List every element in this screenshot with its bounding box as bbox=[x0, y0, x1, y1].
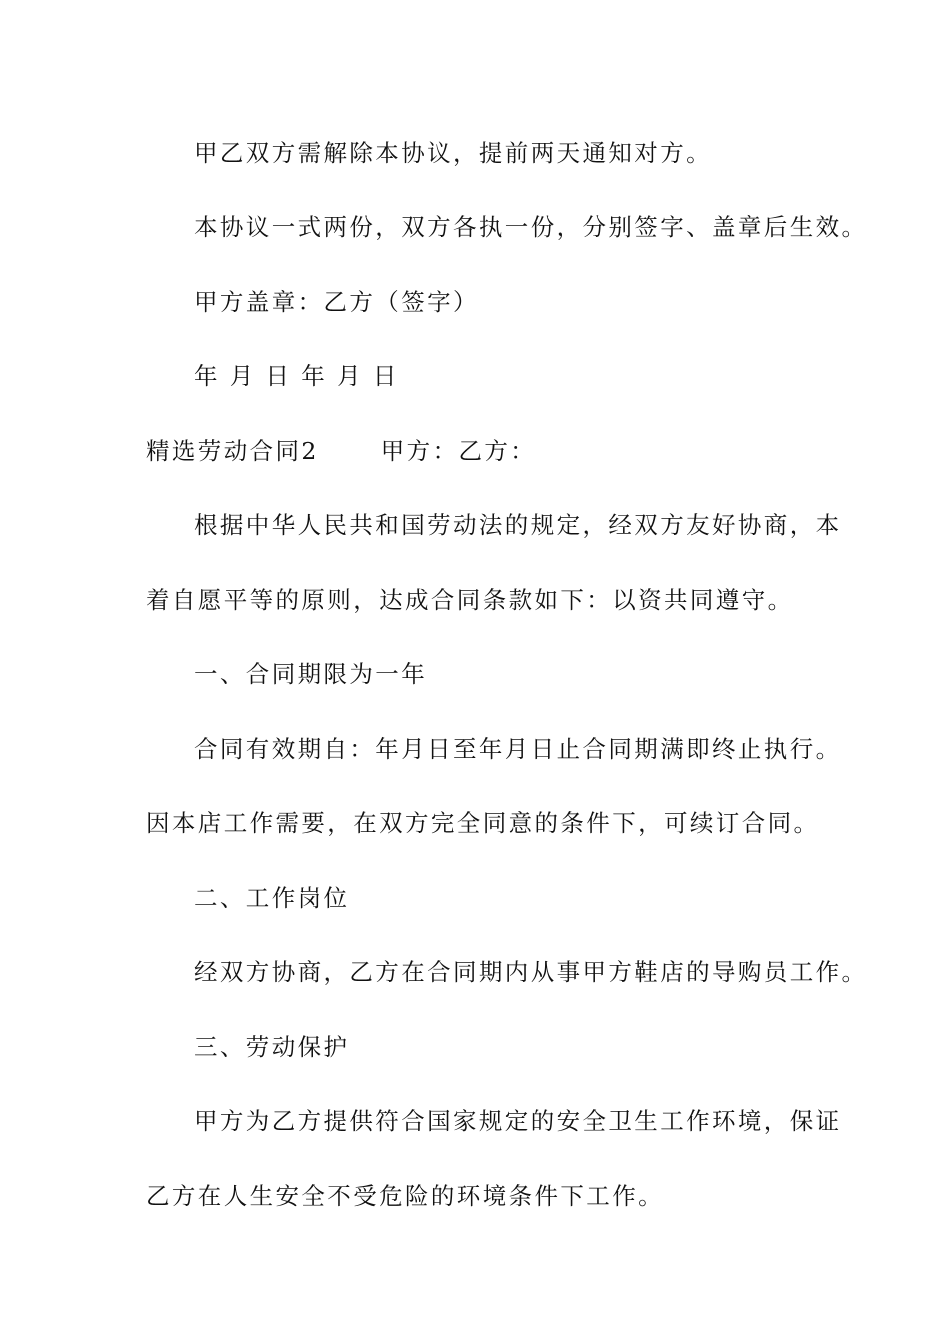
section-heading-position: 二、工作岗位 bbox=[194, 884, 350, 912]
signature-line: 甲方盖章：乙方（签字） bbox=[194, 288, 479, 316]
section-heading-term: 一、合同期限为一年 bbox=[194, 660, 428, 688]
paragraph-intro-line-1: 根据中华人民共和国劳动法的规定，经双方友好协商，本 bbox=[194, 511, 842, 539]
section-heading-protection: 三、劳动保护 bbox=[194, 1033, 350, 1061]
date-line: 年 月 日 年 月 日 bbox=[194, 362, 399, 390]
contract-title: 精选劳动合同2 bbox=[146, 437, 319, 465]
paragraph-intro-line-2: 着自愿平等的原则，达成合同条款如下：以资共同遵守。 bbox=[146, 586, 794, 614]
paragraph-protection-line-1: 甲方为乙方提供符合国家规定的安全卫生工作环境，保证 bbox=[194, 1107, 842, 1135]
paragraph-termination-notice: 甲乙双方需解除本协议，提前两天通知对方。 bbox=[194, 139, 712, 167]
paragraph-term-line-1: 合同有效期自：年月日至年月日止合同期满即终止执行。 bbox=[194, 735, 842, 763]
paragraph-protection-line-2: 乙方在人生安全不受危险的环境条件下工作。 bbox=[146, 1182, 664, 1210]
party-labels: 甲方：乙方： bbox=[380, 437, 537, 465]
paragraph-position: 经双方协商，乙方在合同期内从事甲方鞋店的导购员工作。 bbox=[194, 958, 868, 986]
paragraph-copies: 本协议一式两份，双方各执一份，分别签字、盖章后生效。 bbox=[194, 213, 868, 241]
paragraph-term-line-2: 因本店工作需要，在双方完全同意的条件下，可续订合同。 bbox=[146, 809, 820, 837]
contract-title-row bbox=[146, 436, 536, 466]
